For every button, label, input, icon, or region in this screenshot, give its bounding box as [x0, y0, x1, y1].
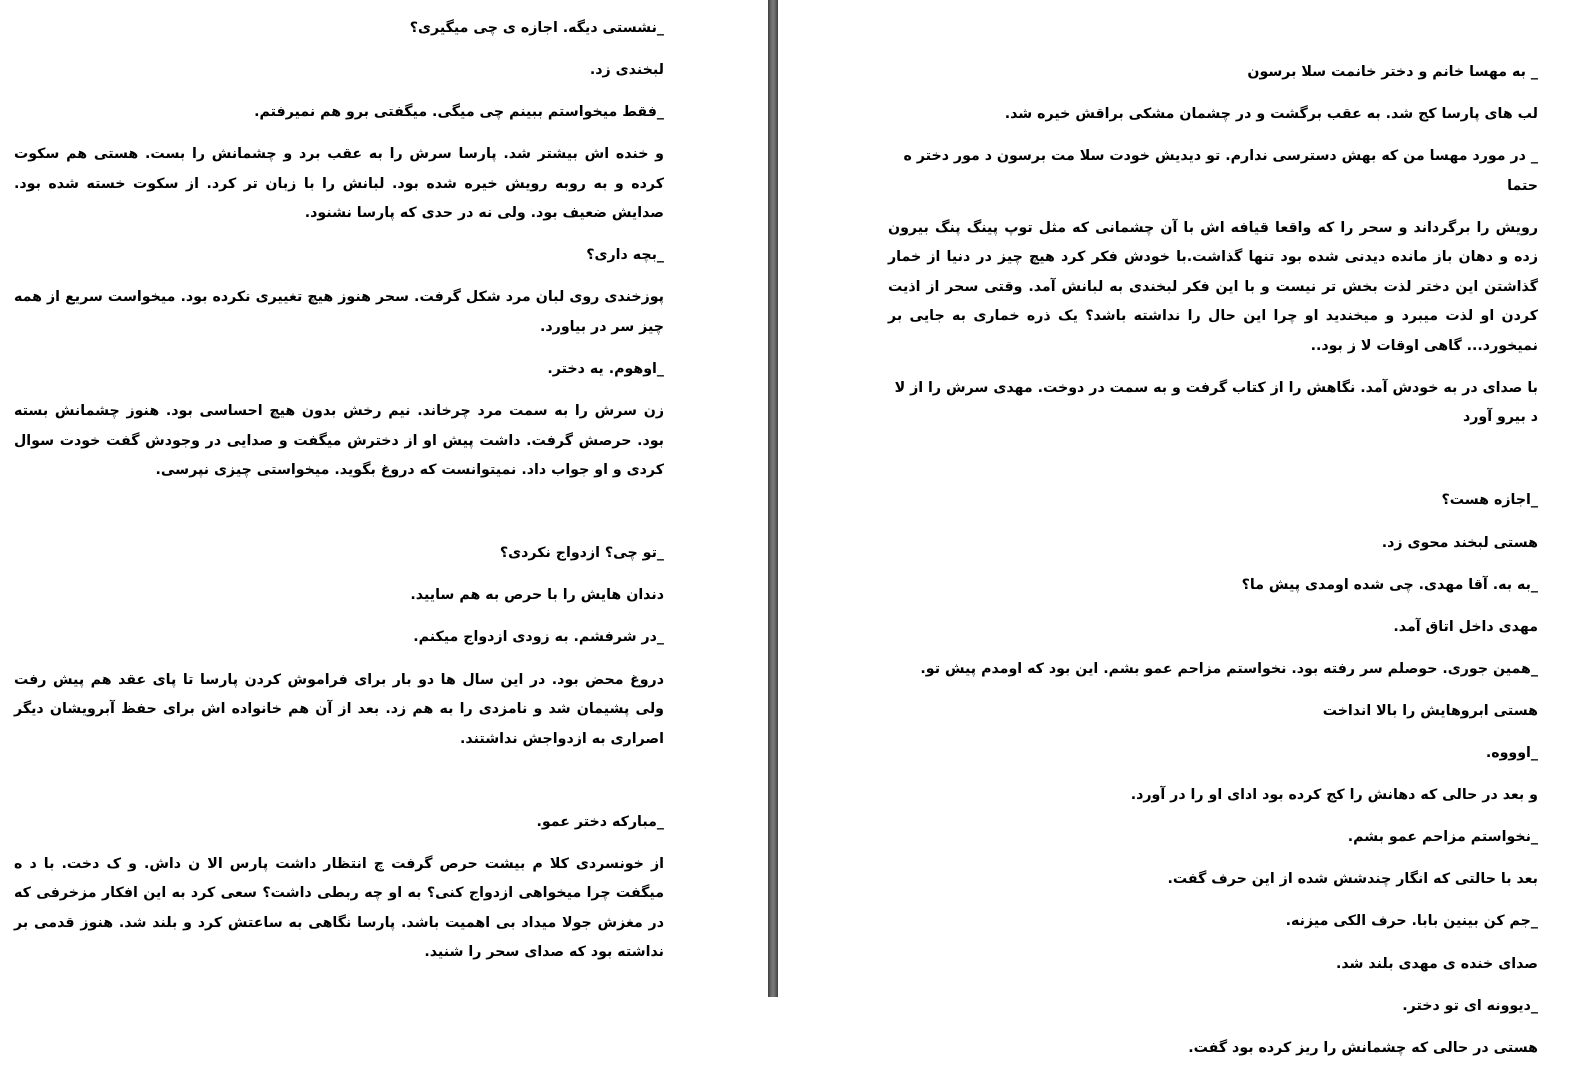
paragraph: _ به مهسا خانم و دختر خانمت سلا برسون: [1247, 64, 1538, 80]
paragraph: رویش را برگرداند و سحر را که واقعا قیافه اش با آن چشمانی که مثل توپ پینگ پنگ بیرون زده و دهان باز مانده دیدنی شده بود تنها گذاشت.با خودش فکر کرد هیچ چیز در دنیا از خمار گذاشتن این دختر لذت بخش تر نیست و با این فکر لبخندی به لبانش آمد. وقتی سحر از اذیت کردن او لذت میبرد و میخندید او چرا این حال را نداشته باشد؟ یک ذره خماری به جایی بر نمیخورد... گاهی اوقات لا ز بود..: [888, 219, 1538, 354]
paragraph: _به به. آقا مهدی. چی شده اومدی پیش ما؟: [1241, 576, 1538, 593]
paragraph: بعد با حالتی که انگار چندشش شده از این حرف گفت.: [1167, 871, 1538, 888]
paragraph: مهدی داخل اتاق آمد.: [1393, 618, 1538, 635]
paragraph: _فقط میخواستم ببینم چی میگی. میگفتی برو هم نمیرفتم.: [254, 104, 664, 121]
paragraph: _مبارکه دختر عمو.: [536, 813, 664, 830]
paragraph: دندان هایش را با حرص به هم سایید.: [410, 587, 664, 604]
paragraph: _بچه داری؟: [586, 247, 664, 264]
paragraph: و خنده اش بیشتر شد. پارسا سرش را به عقب برد و چشمانش را بست. هستی هم سکوت کرده و به روبه رویش خیره شده بود. لبانش را با زبان تر کرد. از سکوت خسته شده بود. صدایش ضعیف بود. ولی نه در حدی که پارسا نشنود.: [14, 146, 664, 222]
paragraph: _دیوونه ای تو دختر.: [1402, 997, 1538, 1014]
paragraph: _در شرفشم. به زودی ازدواج میکنم.: [413, 629, 664, 646]
blank-line: [14, 767, 664, 808]
paragraph: لبخندی زد.: [589, 62, 664, 79]
paragraph: _نشستی دیگه. اجازه ی چی میگیری؟: [409, 20, 664, 36]
paragraph: و بعد در حالی که دهانش را کج کرده بود ادای او را در آورد.: [1130, 787, 1538, 804]
paragraph: پوزخندی روی لبان مرد شکل گرفت. سحر هنوز هیچ تغییری نکرده بود. میخواست سریع از همه چیز سر در بیاورد.: [14, 289, 664, 335]
blank-line: [888, 445, 1538, 486]
blank-line: [14, 498, 664, 539]
paragraph: _اوهوم. یه دختر.: [547, 361, 664, 378]
right-page: [778, 0, 1584, 1056]
paragraph: صدای خنده ی مهدی بلند شد.: [1335, 955, 1538, 972]
paragraph: _اوووه.: [1485, 745, 1538, 762]
paragraph: _همین جوری. حوصلم سر رفته بود. نخواستم مزاحم عمو بشم. این بود که اومدم پیش تو.: [920, 660, 1538, 677]
paragraph: _ در مورد مهسا من که بهش دسترسی ندارم. تو دیدیش خودت سلا مت برسون د مور دختر ه حتما: [903, 148, 1538, 194]
paragraph: هستی ابروهایش را بالا انداخت: [1322, 702, 1538, 719]
paragraph: از خونسردی کلا م بیشت حرص گرفت چ انتظار داشت پارس الا ن داش. و ک دخت. با د ه میگفت چرا میخواهی ازدواج کنی؟ به او چه ربطی داشت؟ سعی کرد به این افکار مزخرفی که در مغزش جولا میداد بی اهمیت باشد. پارسا نگاهی به ساعتش کرد و بلند شد. هنوز قدمی بر نداشته بود که صدای سحر را شنید.: [14, 855, 664, 961]
paragraph: _نخواستم مزاحم عمو بشم.: [1347, 829, 1538, 846]
paragraph: هستی لبخند محوی زد.: [1381, 534, 1538, 551]
left-page-text: [14, 14, 664, 980]
paragraph: _جم کن بینین بابا. حرف الکی میزنه.: [1285, 913, 1538, 930]
left-page: [0, 0, 768, 997]
paragraph: _تو چی؟ ازدواج نکردی؟: [499, 545, 664, 562]
page-gutter: [768, 0, 778, 997]
paragraph: هستی در حالی که چشمانش را ریز کرده بود گفت.: [1188, 1039, 1538, 1056]
paragraph: با صدای در به خودش آمد. نگاهش را از کتاب گرفت و به سمت در دوخت. مهدی سرش را از لا د بیرو آورد: [894, 379, 1538, 426]
right-page-text: [888, 58, 1538, 1076]
paragraph: زن سرش را به سمت مرد چرخاند. نیم رخش بدون هیچ احساسی بود. هنوز چشمانش بسته بود. حرصش گرفت. داشت پیش او از دخترش میگفت و صدایی در وجودش گفت خودت سوال کردی و او جواب داد. نمیتوانست که دروغ بگوید. میخواستی چیزی نپرسی.: [14, 403, 664, 479]
paragraph: لب های پارسا کج شد. به عقب برگشت و در چشمان مشکی براقش خیره شد.: [1004, 106, 1538, 123]
paragraph: _اجازه هست؟: [1441, 492, 1538, 509]
paragraph: دروغ محض بود. در این سال ها دو بار برای فراموش کردن پارسا تا پای عقد هم پیش رفت ولی پشیمان شد و نامزدی را به هم زد. بعد از آن هم خانواده اش برای حفظ آبرویشان دیگر اصراری به ازدواجش نداشتند.: [14, 671, 664, 747]
